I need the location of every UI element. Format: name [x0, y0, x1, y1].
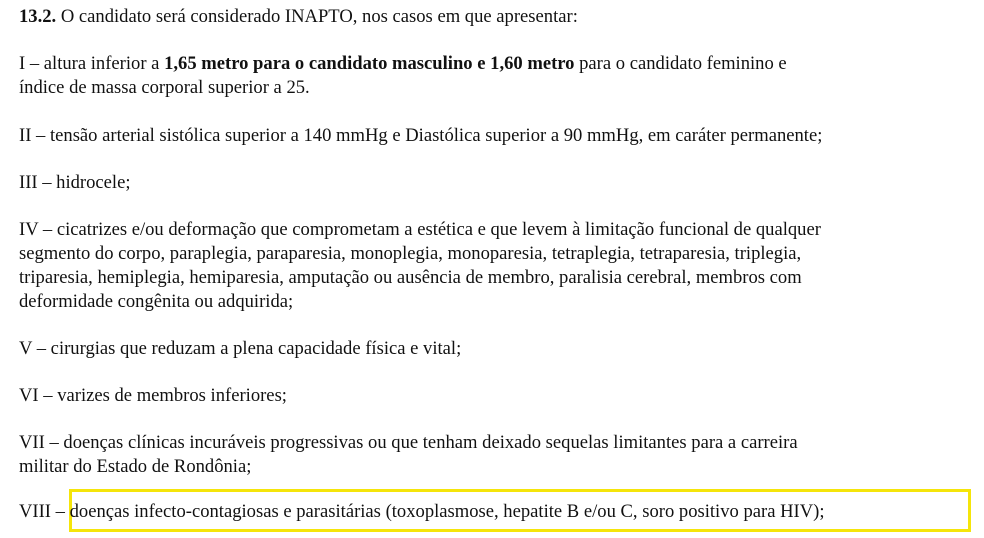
item-vi-line-1: VI – varizes de membros inferiores;	[19, 385, 287, 406]
item-viii-prefix: VIII –	[19, 501, 70, 522]
item-i-line-2: índice de massa corporal superior a 25.	[19, 77, 310, 98]
item-i-rest: para o candidato feminino e	[574, 53, 787, 74]
section-heading-text: O candidato será considerado INAPTO, nos casos em que apresentar:	[56, 6, 578, 27]
section-heading	[19, 5, 578, 29]
item-viii-line-1	[19, 500, 825, 524]
item-iv-line-2: segmento do corpo, paraplegia, paraparesia, monoplegia, monoparesia, tetraplegia, tetraparesia, triplegia,	[19, 243, 802, 264]
item-iv-line-1: IV – cicatrizes e/ou deformação que comprometam a estética e que levem à limitação funcional de qualquer	[19, 219, 821, 240]
item-ii-line-1: II – tensão arterial sistólica superior a 140 mmHg e Diastólica superior a 90 mmHg, em caráter permanente;	[19, 125, 823, 146]
item-vii-line-1: VII – doenças clínicas incuráveis progressivas ou que tenham deixado sequelas limitantes para a carreira	[19, 432, 798, 453]
item-vii-line-2: militar do Estado de Rondônia;	[19, 456, 252, 477]
item-v-line-1: V – cirurgias que reduzam a plena capacidade física e vital;	[19, 338, 462, 359]
item-iv-line-4: deformidade congênita ou adquirida;	[19, 291, 294, 312]
item-iii-line-1: III – hidrocele;	[19, 172, 131, 193]
item-i-line-1	[19, 52, 787, 76]
item-viii-text: doenças infecto-contagiosas e parasitárias (toxoplasmose, hepatite B e/ou C, soro positivo para HIV);	[69, 501, 825, 522]
item-i-bold-heights: 1,65 metro para o candidato masculino e 1,60 metro	[164, 53, 575, 74]
item-iv-line-3: triparesia, hemiplegia, hemiparesia, amputação ou ausência de membro, paralisia cerebral, membros com	[19, 267, 802, 288]
section-number: 13.2.	[19, 6, 57, 27]
item-i-prefix: I – altura inferior a	[19, 53, 165, 74]
